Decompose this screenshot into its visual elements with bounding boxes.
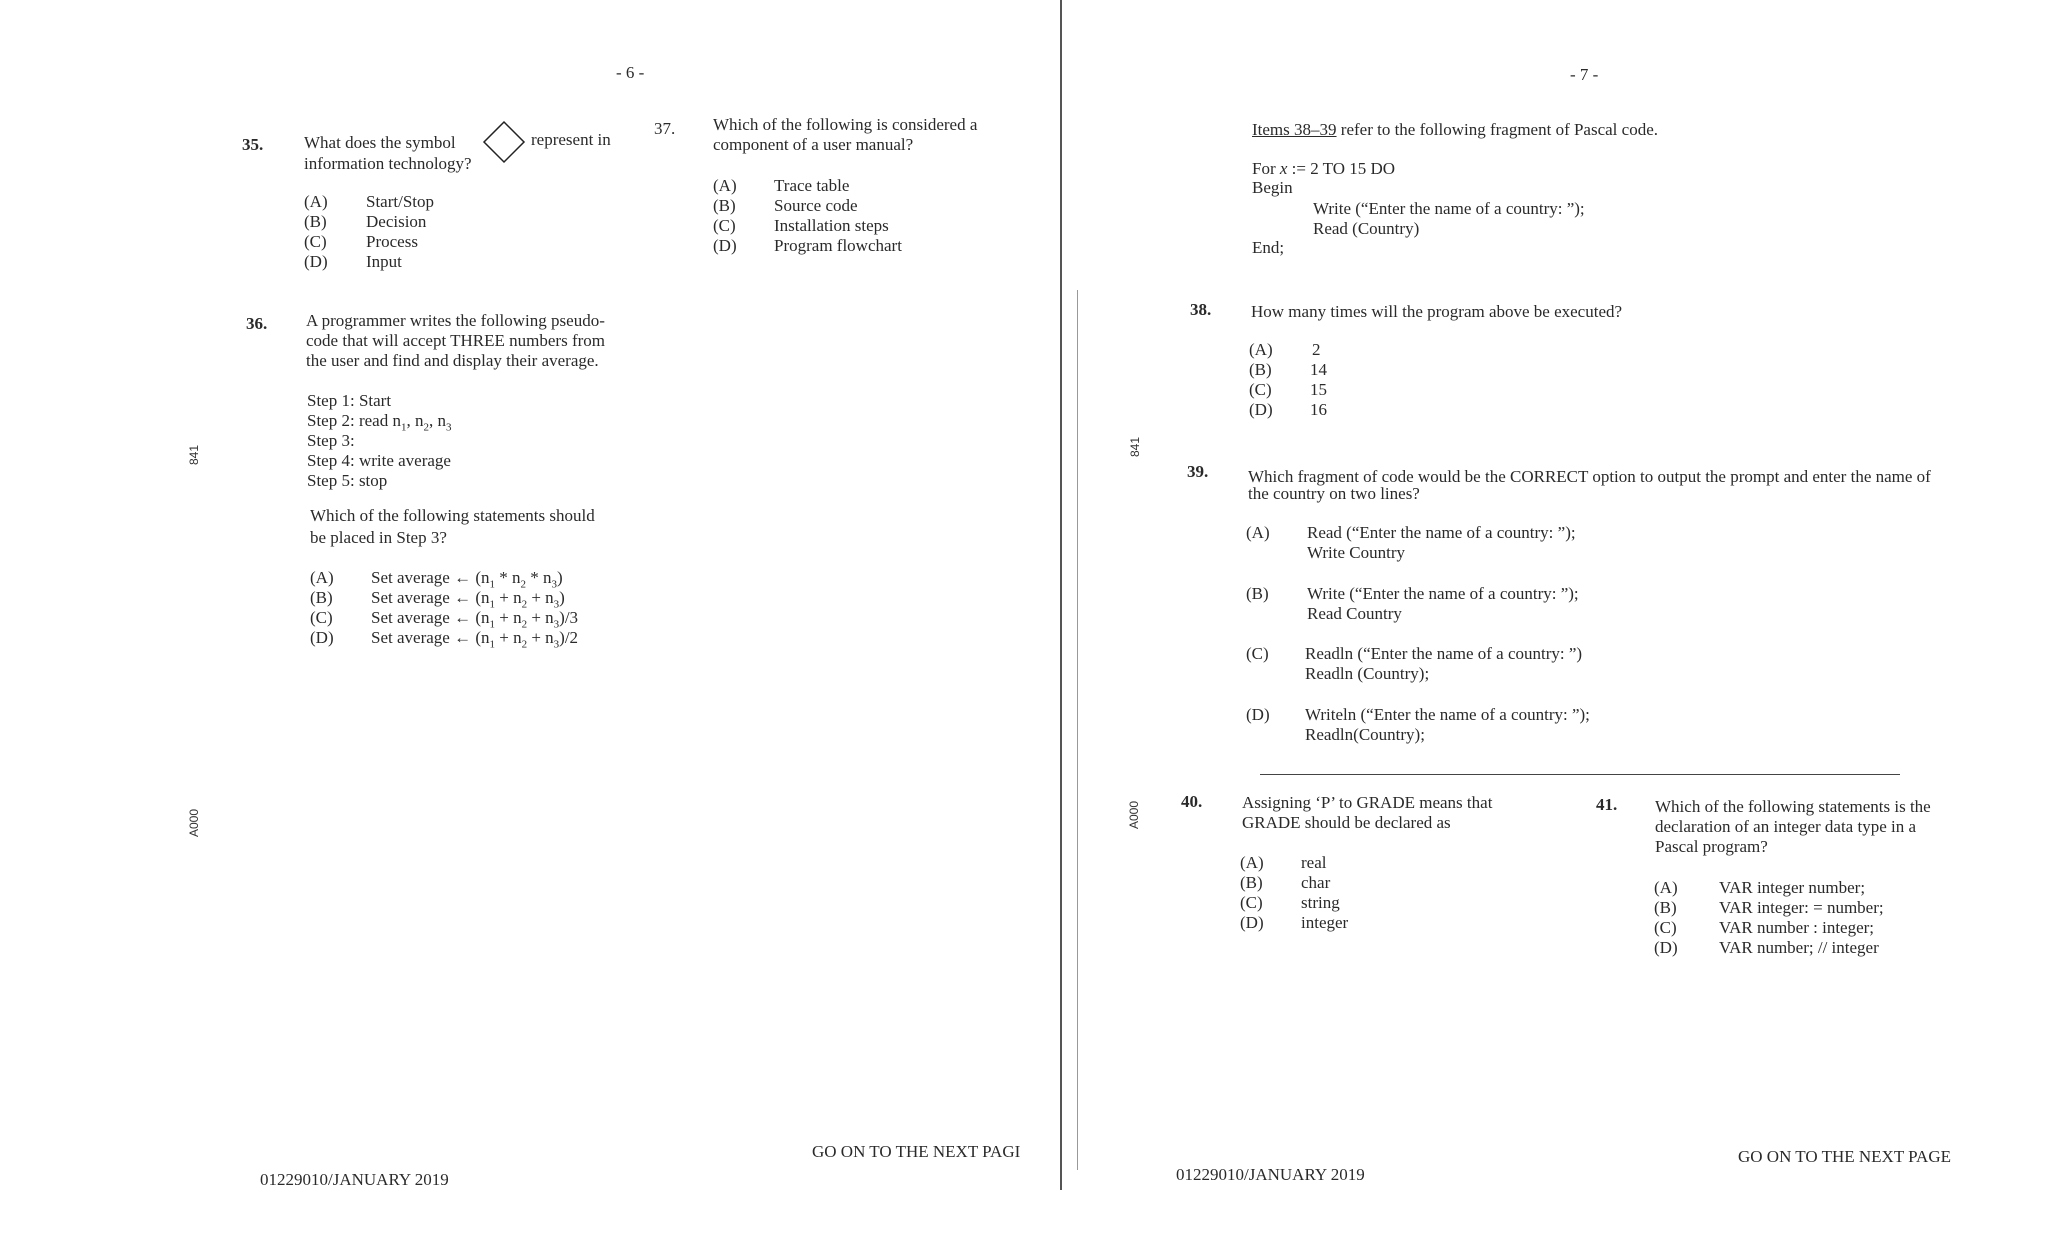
code-begin-line: Begin (1252, 178, 1293, 197)
question-text-line: Which of the following is considered a (713, 115, 978, 134)
question-text-line: code that will accept THREE numbers from (306, 331, 605, 350)
footer-exam-code-left: 01229010/JANUARY 2019 (260, 1170, 449, 1189)
step-2: Step 2: read $n_1$, $n_2$, $n_3$ (307, 411, 452, 434)
step-1: Step 1: Start (307, 391, 392, 410)
section-divider (1260, 774, 1900, 775)
question-text-line: declaration of an integer data type in a (1655, 817, 1917, 836)
question-text-line: the country on two lines? (1248, 484, 1420, 503)
footer-next-page-right: GO ON TO THE NEXT PAGE (1738, 1147, 1951, 1166)
page-number-left: - 6 - (616, 63, 645, 82)
question-text-line: Assigning ‘P’ to GRADE means that (1242, 793, 1493, 812)
question-text-line: Which of the following statements is the (1655, 797, 1931, 816)
question-prompt-line: be placed in Step 3? (310, 528, 447, 547)
question-text-line: Pascal program? (1655, 837, 1768, 856)
question-number: 41. (1596, 795, 1618, 814)
question-number: 37. (654, 119, 676, 138)
page-fold-shadow (1077, 290, 1078, 1170)
question-text: information technology? (304, 154, 472, 173)
question-text-line: the user and find and display their average. (306, 351, 599, 370)
question-text-line: Which fragment of code would be the CORRECT option to output the prompt and enter the name of (1248, 467, 1931, 486)
question-text: How many times will the program above be executed? (1251, 302, 1623, 321)
question-text: represent in (531, 130, 611, 149)
code-for-line: For x := 2 TO 15 DO (1252, 159, 1396, 178)
step-3: Step 3: (307, 431, 355, 450)
question-text: What does the symbol (304, 133, 456, 152)
question-number: 40. (1181, 792, 1203, 811)
page-number-right: - 7 - (1570, 65, 1599, 84)
side-code-a000-right: A000 (1127, 800, 1142, 830)
question-number: 35. (242, 135, 264, 154)
footer-exam-code-right: 01229010/JANUARY 2019 (1176, 1165, 1365, 1184)
question-number: 39. (1187, 462, 1209, 481)
question-prompt-line: Which of the following statements should (310, 506, 595, 525)
side-code-a000-left: A000 (187, 808, 202, 838)
footer-next-page-left: GO ON TO THE NEXT PAGI (812, 1142, 1021, 1161)
side-code-841-right: 841 (1128, 436, 1143, 458)
code-write-line: Write (“Enter the name of a country: ”); (1313, 199, 1585, 218)
question-number: 36. (246, 314, 268, 333)
side-code-841-left: 841 (187, 444, 202, 466)
decision-diamond-icon (482, 120, 526, 164)
question-text-line: component of a user manual? (713, 135, 914, 154)
question-text-line: GRADE should be declared as (1242, 813, 1451, 832)
step-4: Step 4: write average (307, 451, 451, 470)
page-fold (1060, 0, 1062, 1190)
step-5: Step 5: stop (307, 471, 388, 490)
code-end-line: End; (1252, 238, 1285, 257)
items-reference-text: Items 38–39 refer to the following fragment of Pascal code. (1252, 120, 1658, 139)
code-read-line: Read (Country) (1313, 219, 1420, 238)
question-text-line: A programmer writes the following pseudo- (306, 311, 605, 330)
question-number: 38. (1190, 300, 1212, 319)
